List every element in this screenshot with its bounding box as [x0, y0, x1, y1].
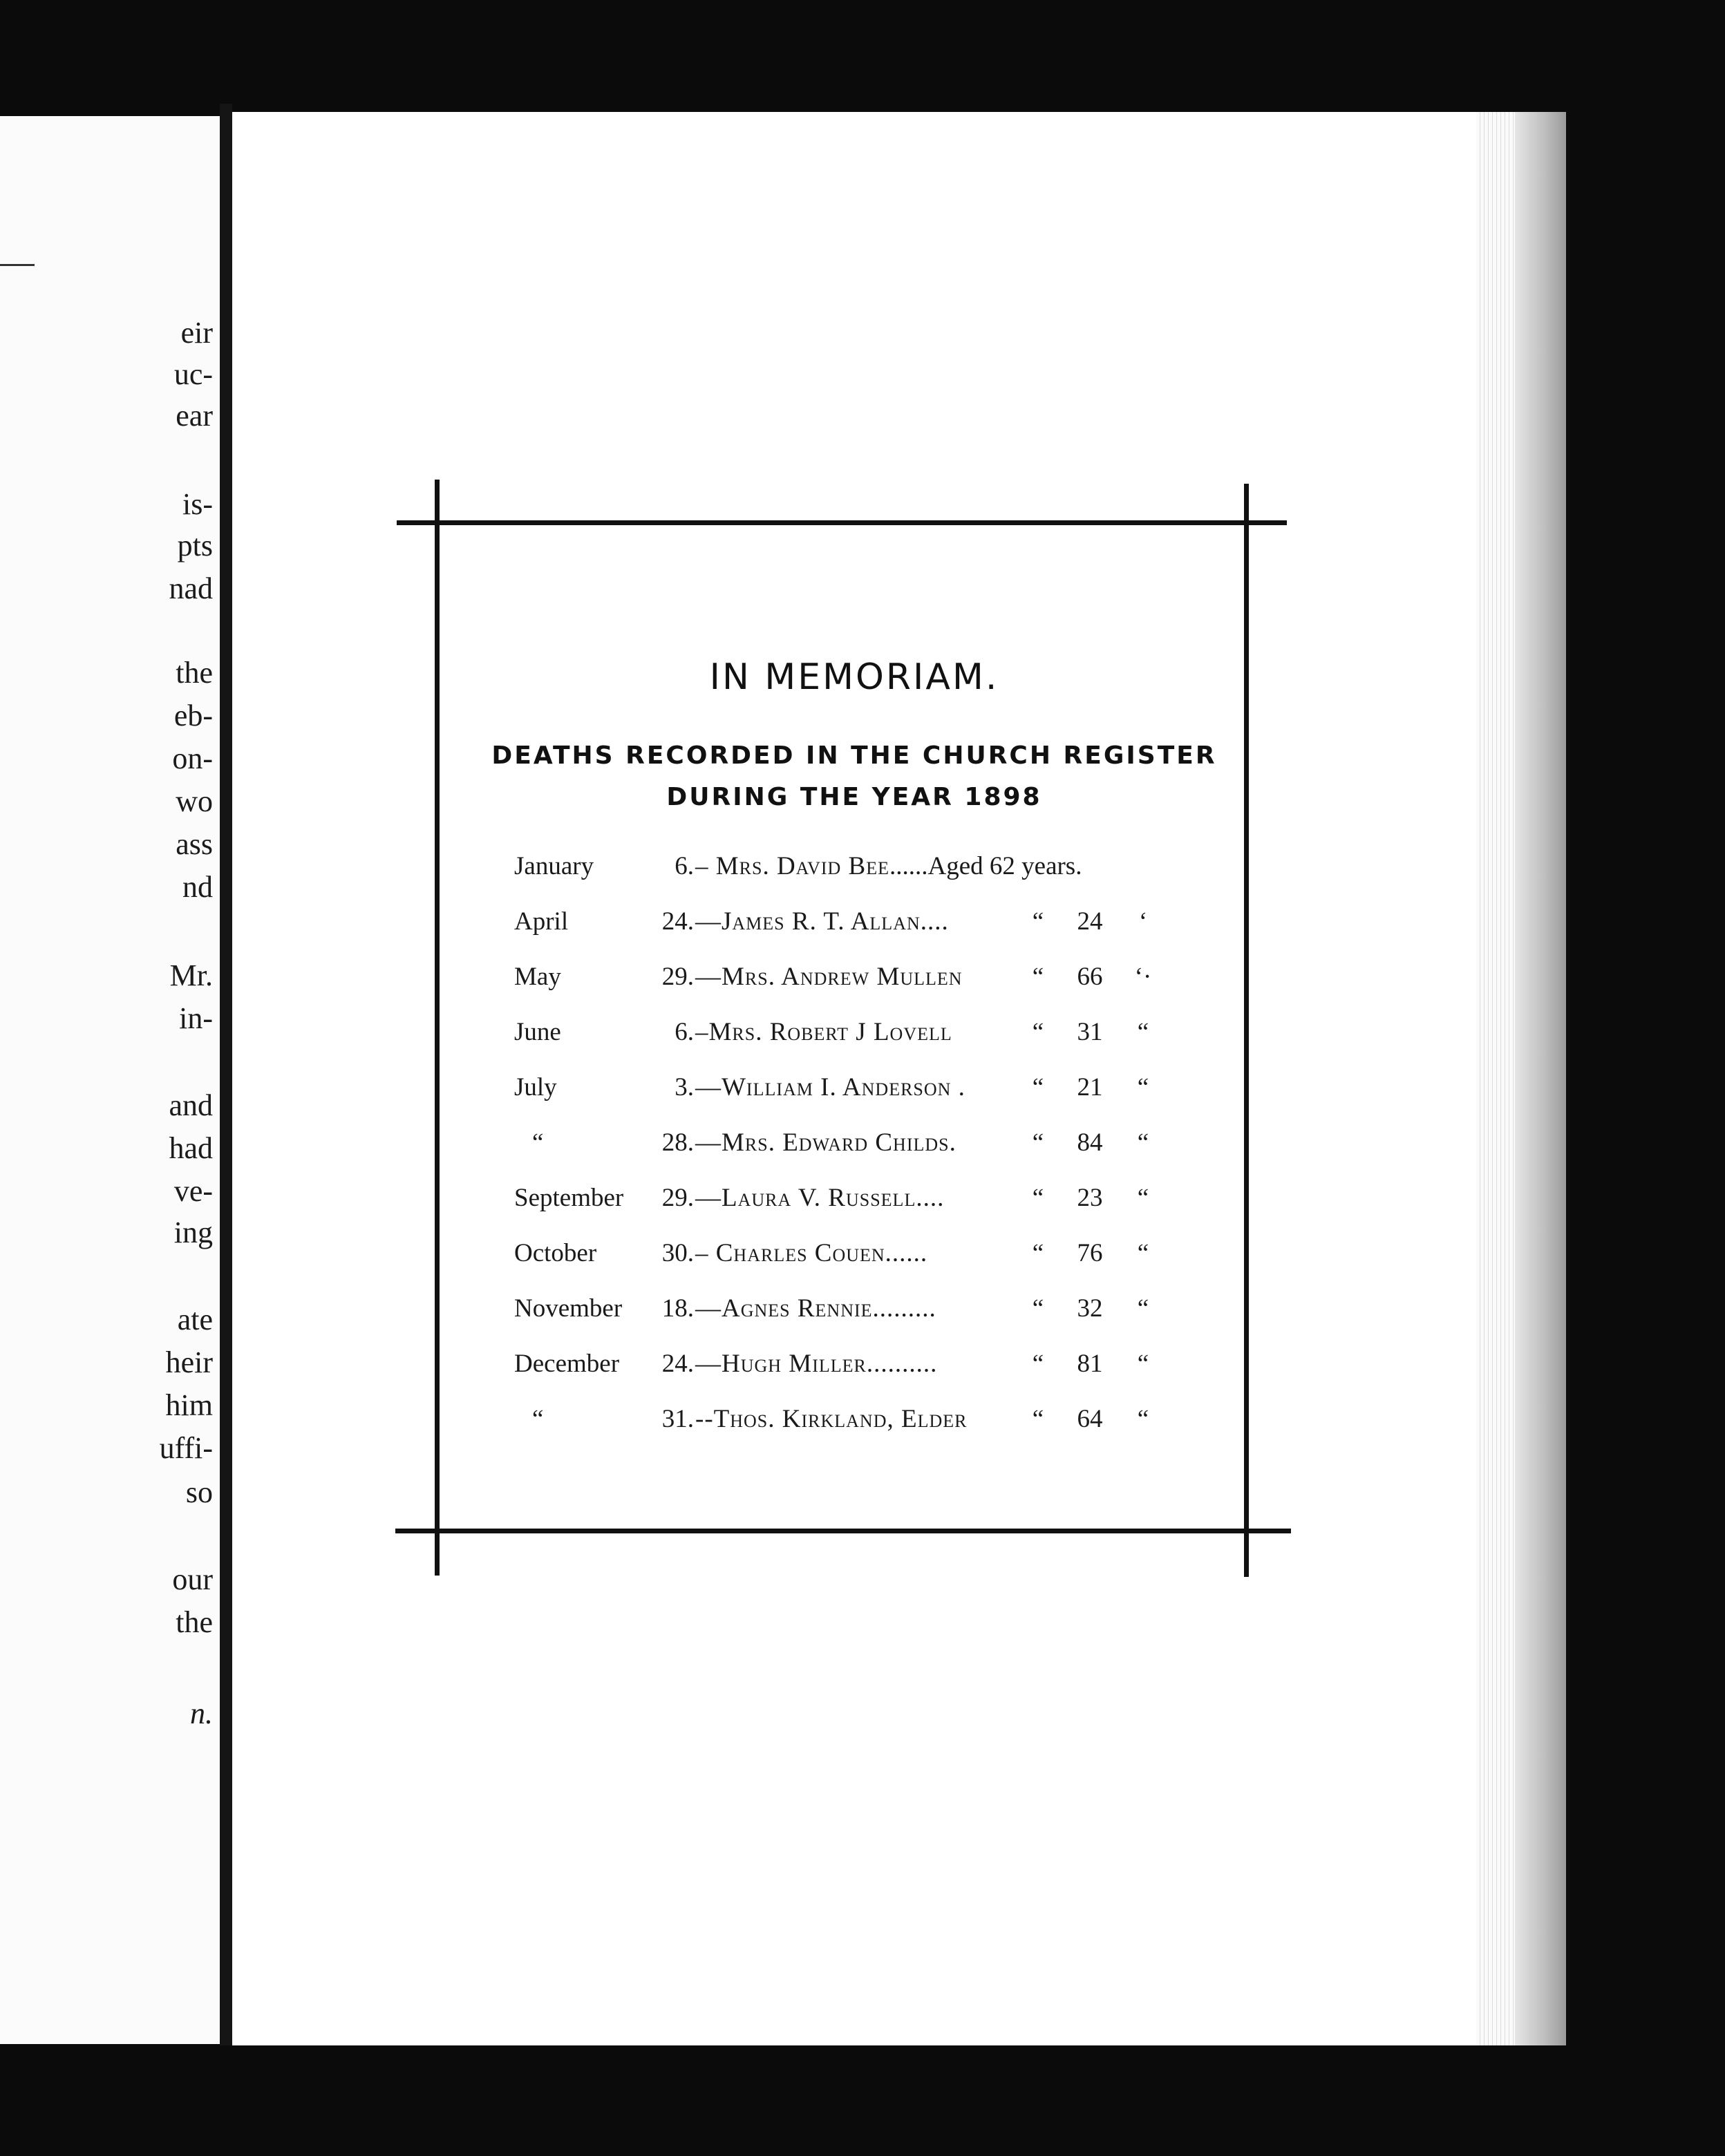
entry-ditto-mark: “	[1032, 1350, 1044, 1378]
entry-age: 84	[1077, 1128, 1103, 1157]
frame-right-line	[1244, 484, 1249, 1577]
left-page-fragment: nd	[182, 870, 213, 904]
left-page-fragment: had	[169, 1131, 213, 1165]
entry-day: 30.	[661, 1239, 694, 1267]
entry-month: “	[532, 1405, 544, 1433]
entry-age: 31	[1077, 1018, 1103, 1046]
entry-age: 24	[1077, 907, 1103, 936]
left-page-fragment: the	[176, 1605, 213, 1639]
left-page-rule	[0, 264, 35, 266]
entry-ditto-mark: “	[1032, 1184, 1044, 1212]
entry-age: 81	[1077, 1350, 1103, 1378]
entry-age: 64	[1077, 1405, 1103, 1433]
memorial-title: IN MEMORIAM.	[709, 656, 999, 698]
death-entry	[514, 1288, 1205, 1330]
entry-month: January	[514, 852, 594, 880]
left-page-fragment: nad	[169, 571, 213, 605]
left-page-fragment: ing	[173, 1216, 213, 1249]
entry-name: —Agnes Rennie.........	[695, 1294, 936, 1323]
left-page-fragment: heir	[165, 1345, 213, 1379]
left-page-fragment: our	[172, 1562, 213, 1596]
entry-name: —James R. T. Allan....	[695, 907, 949, 936]
previous-page	[0, 116, 220, 2044]
entry-ditto-mark: “	[1032, 1405, 1044, 1433]
left-page-fragment: ear	[176, 399, 213, 433]
entry-name: —William I. Anderson .	[695, 1073, 965, 1101]
book-fore-edge	[1515, 112, 1566, 2045]
memorial-subtitle-line-1: DEATHS RECORDED IN THE CHURCH REGISTER	[491, 741, 1217, 770]
frame-left-line	[435, 480, 440, 1576]
entry-month: July	[514, 1073, 557, 1101]
memorial-subtitle-line-2: DURING THE YEAR 1898	[666, 783, 1042, 811]
left-page-fragment: uc-	[173, 357, 213, 391]
entry-age: 66	[1077, 963, 1103, 991]
entry-month: September	[514, 1184, 624, 1212]
left-page-fragment: wo	[176, 784, 213, 818]
left-page-fragment: eir	[180, 316, 213, 350]
left-page-fragment: him	[165, 1388, 213, 1422]
entry-ditto-mark: “	[1032, 1018, 1044, 1046]
entry-name: —Mrs. Andrew Mullen	[695, 963, 963, 991]
left-page-fragment: in-	[179, 1001, 213, 1035]
entry-ditto-mark: “	[1032, 1073, 1044, 1101]
entry-month: June	[514, 1018, 561, 1046]
death-entry	[514, 1399, 1205, 1440]
entry-unit-ditto: “	[1137, 1073, 1149, 1101]
entry-day: 3.	[675, 1073, 694, 1101]
left-page-fragment: uffi-	[159, 1431, 213, 1465]
entry-day: 6.	[675, 852, 694, 880]
entry-age: 76	[1077, 1239, 1103, 1267]
entry-day: 31.	[661, 1405, 694, 1433]
death-entry	[514, 901, 1205, 943]
entry-day: 28.	[661, 1128, 694, 1157]
entry-unit-ditto: “	[1137, 1239, 1149, 1267]
entry-month: April	[514, 907, 569, 936]
left-page-fragment: eb-	[173, 699, 213, 732]
entry-unit-ditto: “	[1137, 1294, 1149, 1323]
frame-inner-bottom-line	[449, 1529, 1251, 1531]
left-page-fragment: and	[169, 1088, 213, 1122]
entry-age: 32	[1077, 1294, 1103, 1323]
frame-inner-top-line	[449, 523, 1251, 525]
entry-age: 21	[1077, 1073, 1103, 1101]
entry-day: 18.	[661, 1294, 694, 1323]
entry-unit-ditto: “	[1137, 1350, 1149, 1378]
entry-name: – Charles Couen......	[695, 1239, 928, 1267]
entry-unit-ditto: “	[1137, 1405, 1149, 1433]
death-entry	[514, 1067, 1205, 1108]
left-page-fragment: Mr.	[169, 958, 213, 992]
entry-unit-ditto: “	[1137, 1184, 1149, 1212]
page-block-edges	[1476, 112, 1515, 2045]
entry-name: --Thos. Kirkland, Elder	[695, 1405, 968, 1433]
entry-age: 23	[1077, 1184, 1103, 1212]
entry-month: December	[514, 1350, 620, 1378]
entry-month: “	[532, 1128, 544, 1157]
death-entry	[514, 1233, 1205, 1274]
death-entry	[514, 1122, 1205, 1164]
left-page-fragment: ve-	[173, 1174, 213, 1208]
entry-ditto-mark: “	[1032, 963, 1044, 991]
entry-aged-text: Aged 62 years.	[927, 852, 1082, 880]
left-page-fragment: n.	[190, 1696, 213, 1730]
left-page-fragment: pts	[177, 529, 213, 562]
entry-day: 6.	[675, 1018, 694, 1046]
entry-month: November	[514, 1294, 623, 1323]
entry-day: 29.	[661, 963, 694, 991]
entry-leader: ......	[889, 852, 928, 880]
left-page-fragment: is-	[182, 487, 213, 521]
entry-unit-ditto: ‘	[1138, 907, 1148, 936]
entry-month: May	[514, 963, 561, 991]
entry-day: 24.	[661, 1350, 694, 1378]
death-entry	[514, 956, 1205, 998]
death-entry	[514, 1343, 1205, 1385]
entry-ditto-mark: “	[1032, 1294, 1044, 1323]
entry-unit-ditto: ‘·	[1134, 963, 1152, 991]
left-page-fragment: on-	[172, 741, 213, 775]
entry-name: –Mrs. Robert J Lovell	[695, 1018, 952, 1046]
entry-day: 29.	[661, 1184, 694, 1212]
left-page-fragment: so	[185, 1475, 213, 1509]
death-entry	[514, 846, 1205, 887]
entry-day: 24.	[661, 907, 694, 936]
entry-unit-ditto: “	[1137, 1018, 1149, 1046]
entry-name-with-age	[695, 846, 1082, 887]
left-page-fragment: ass	[176, 827, 213, 861]
death-entry	[514, 1012, 1205, 1053]
entry-name: —Laura V. Russell....	[695, 1184, 945, 1212]
left-page-fragment: the	[176, 656, 213, 690]
entry-name: —Hugh Miller..........	[695, 1350, 938, 1378]
entry-month: October	[514, 1239, 597, 1267]
entry-name: —Mrs. Edward Childs.	[695, 1128, 956, 1157]
entry-unit-ditto: “	[1137, 1128, 1149, 1157]
entry-ditto-mark: “	[1032, 1239, 1044, 1267]
death-entry	[514, 1178, 1205, 1219]
entry-name: – Mrs. David Bee	[695, 852, 889, 880]
entry-ditto-mark: “	[1032, 907, 1044, 936]
left-page-fragment: ate	[177, 1303, 213, 1336]
entry-ditto-mark: “	[1032, 1128, 1044, 1157]
book-gutter	[220, 104, 232, 2045]
